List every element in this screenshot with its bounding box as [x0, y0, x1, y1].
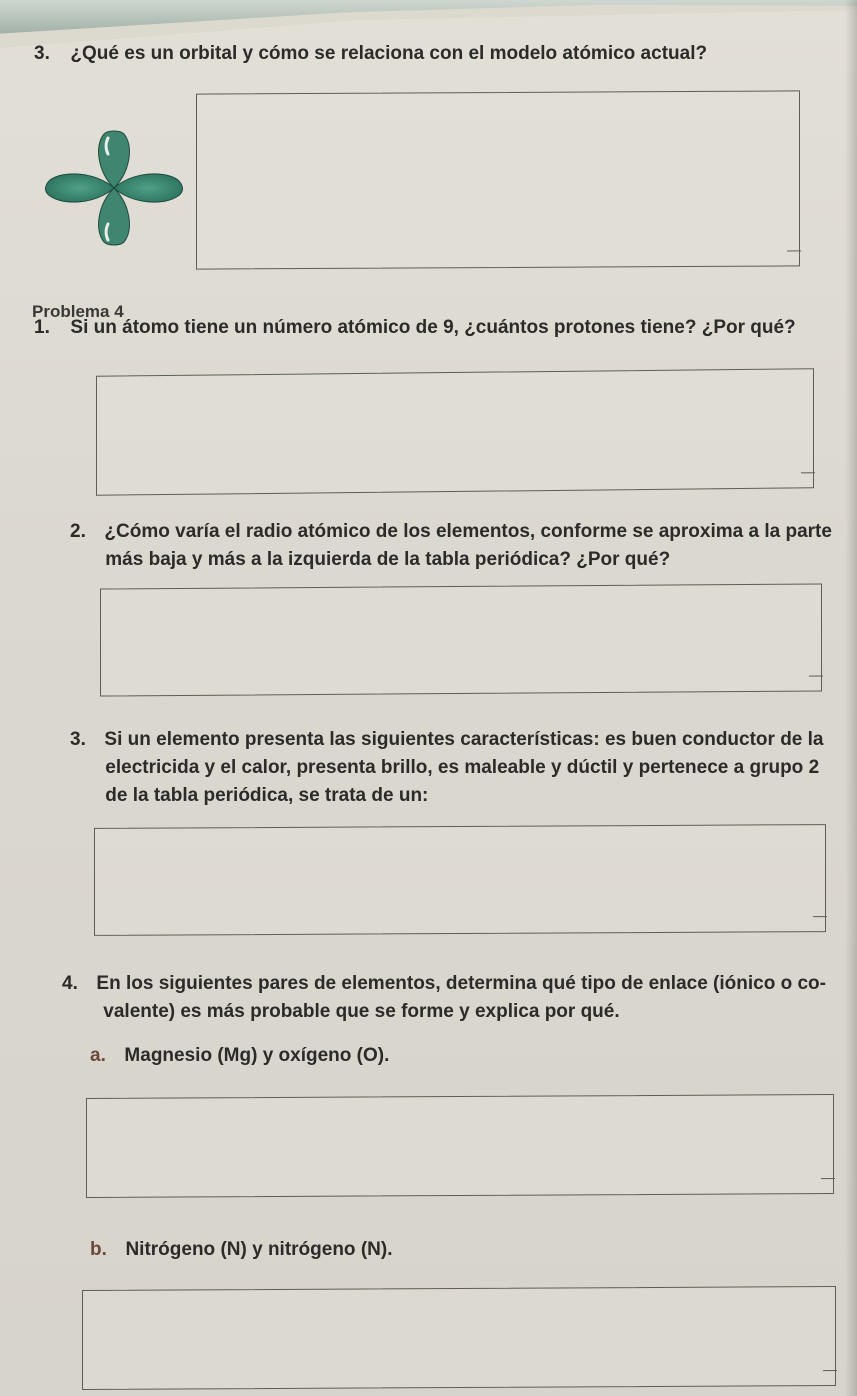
question-text: Si un átomo tiene un número atómico de 9, ¿cuántos protones tiene? ¿Por qué? [70, 317, 796, 338]
question-number: 2. [70, 521, 86, 542]
question-text-line-1: Si un elemento presenta las siguientes características: es buen conductor de la [104, 729, 824, 750]
orbital-lobe-bottom [99, 188, 130, 245]
question-4a [90, 1042, 790, 1070]
orbital-lobe-right [114, 174, 183, 202]
question-text-line-1: En los siguientes pares de elementos, determina qué tipo de enlace (iónico o co- [96, 973, 826, 994]
subquestion-letter: a. [90, 1045, 106, 1066]
orbital-lobe-top [99, 131, 130, 188]
question-4 [62, 970, 852, 1026]
subquestion-letter: b. [90, 1239, 107, 1260]
answer-box-q4b[interactable] [82, 1286, 836, 1390]
subquestion-text: Nitrógeno (N) y nitrógeno (N). [125, 1239, 393, 1260]
answer-box-q3[interactable] [94, 824, 826, 936]
question-text-line-2: valente) es más probable que se forme y explica por qué. [103, 1001, 620, 1022]
answer-box-q1[interactable] [96, 368, 814, 496]
answer-box-q2[interactable] [100, 583, 822, 696]
answer-box-notch [821, 1178, 835, 1180]
question-text-line-3: de la tabla periódica, se trata de un: [105, 785, 429, 806]
answer-box-notch [813, 916, 827, 918]
question-number: 4. [62, 973, 78, 994]
question-1 [34, 314, 834, 342]
answer-box-notch [787, 250, 801, 252]
question-text: ¿Qué es un orbital y cómo se relaciona con el modelo atómico actual? [70, 43, 708, 64]
question-number: 3. [34, 43, 50, 64]
question-text-line-2: más baja y más a la izquierda de la tabla periódica? ¿Por qué? [105, 549, 671, 570]
p-orbital-icon [44, 128, 184, 248]
problem-heading: Problema 4 [32, 302, 124, 321]
question-3-orbital [34, 40, 824, 68]
answer-box-orbital[interactable] [196, 90, 800, 269]
question-number: 1. [34, 317, 50, 338]
answer-box-notch [823, 1370, 837, 1372]
question-text-line-1: ¿Cómo varía el radio atómico de los elementos, conforme se aproxima a la parte [104, 521, 832, 542]
question-2 [70, 518, 850, 574]
subquestion-text: Magnesio (Mg) y oxígeno (O). [124, 1045, 390, 1066]
question-3-element [70, 726, 855, 810]
question-number: 3. [70, 729, 86, 750]
page-edge-shadow [845, 0, 857, 1396]
answer-box-notch [809, 675, 823, 677]
question-text-line-2: electricida y el calor, presenta brillo, es maleable y dúctil y pertenece a grupo 2 [105, 757, 820, 778]
answer-box-q4a[interactable] [86, 1094, 834, 1198]
question-4b [90, 1236, 790, 1264]
orbital-lobe-left [46, 174, 115, 202]
answer-box-notch [801, 472, 815, 474]
